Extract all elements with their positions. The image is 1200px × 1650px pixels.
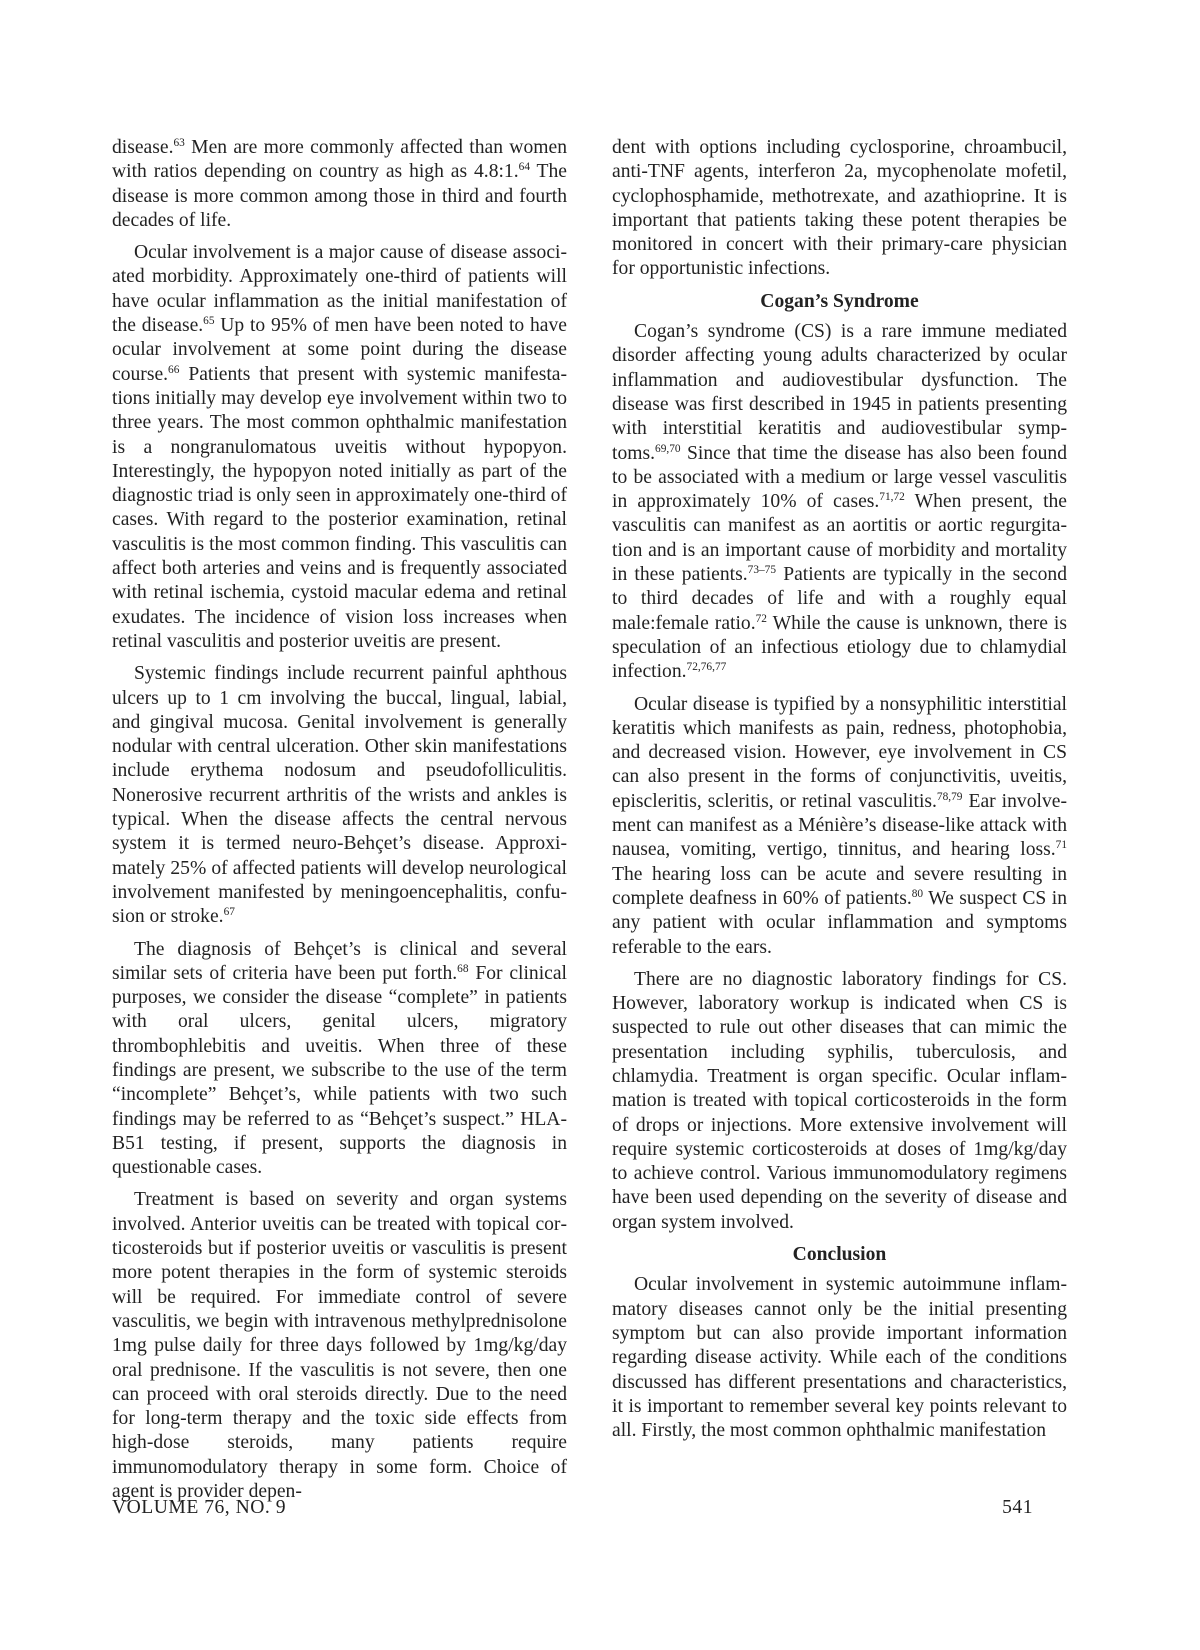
paragraph-cogans-laboratory: There are no diagnostic laboratory findings for CS. However, laboratory workup is indicated when CS is suspected to rule out other diseases that can mimic the presentation including syphilis, tuberculosis, and chlamydia. Treatment is organ specific. Ocular inflammation is treated with topical corticosteroids in the form of drops or injections. More extensive involvement will require systemic corticosteroids at doses of 1mg/kg/day to achieve control. Various immunomodulatory regimens have been used depending on the severity of disease and organ system involved. [612,968,1067,1233]
paragraph-cogans-overview: Cogan’s syndrome (CS) is a rare immune mediated disorder affecting young adults characterized by ocular inflammation and audiovestibular dysfunction. The disease was first described in 1945 in patients presenting with interstitial keratitis and audiovestibular symptoms.$^{69,70}$ Since that time the disease has also been found to be associated with a medium or large vessel vasculitis in approximately 10% of cases.$^{71,72}$ When present, the vasculitis can manifest as an aortitis or aortic regurgitation and is an important cause of morbidity and mortality in these patients.$^{73-75}$ Patients are typically in the second to third decades of life and with a roughly equal male:female ratio.$^{72}$ While the cause is unknown, there is speculation of an infectious etiology due to chlamydial infection.$^{72,76,77}$ [612,321,1068,683]
citation-ref: 64 [518,161,530,174]
section-heading-cogans-syndrome: Cogan’s Syndrome [760,290,919,312]
citation-ref: 72 [755,612,767,625]
paragraph-diagnosis: The diagnosis of Behçet’s is clinical and several similar sets of criteria have been put forth.$^{68}$ For clinical purposes, we consider the disease “complete” in patients with oral ulcers, genital ulcers, migratory thrombophlebitis and uveitis. When three of these findings are present, we subscribe to the use of the term “incomplete” Behçet’s, while patients with two such findings may be referred to as “Behçet’s suspect.” HLA-B51 testing, if present, supports the diagnosis in questionable cases. [112,938,568,1179]
paragraph-disease-epidemiology: disease.$^{63}$ Men are more commonly affected than women with ratios depending on country as high as 4.8:1.64 The disease is more common among those in third and fourth decades of life. [112,136,567,231]
citation-ref: 67 [223,906,235,919]
paragraph-ocular-involvement: Ocular involvement is a major cause of disease associated morbidity. Approximately one-third of patients will have ocular inflammation as the initial manifestation of the disease.$^{65}$ Up to 95% of men have been noted to have ocular involvement at some point during the disease course.$^{66}$ Patients that present with systemic manifestations initially may develop eye involvement within two to three years. The most common ophthalmic manifestation is a nongranulomatous uveitis without hypopyon. Interestingly, the hypopyon noted initially as part of the diagnostic triad is only seen in approximately one-third of cases. With regard to the posterior examination, retinal vasculitis is the most common finding. This vasculitis can affect both arteries and veins and is frequently associated with retinal ischemia, cystoid macular edema and retinal exudates. The incidence of vision loss increases when retinal vasculitis and posterior uveitis are present. [112,242,567,652]
citation-ref: 71,72 [879,491,905,504]
citation-ref: 68 [457,962,469,975]
paragraph-conclusion: Ocular involvement in systemic autoimmune inflammatory diseases cannot only be the initial presenting symptom but can also provide important information regarding disease activity. While each of the conditions discussed has different presentations and characteristics, it is important to remember several key points relevant to all. Firstly, the most common ophthalmic manifestation [612,1274,1067,1442]
paragraph-treatment-continued: dent with options including cyclosporine, chroambucil, anti-TNF agents, interferon 2a, mycophenolate mofetil, cyclophosphamide, methotrexate, and azathioprine. It is important that patients taking these potent therapies be monitored in concert with their primary-care physician for opportunistic infections. [612,137,1067,280]
paragraph-treatment: Treatment is based on severity and organ systems involved. Anterior uveitis can be treated with topical corticosteroids but if posterior uveitis or vasculitis is present more potent therapies in the form of systemic steroids will be required. For immediate control of severe vasculitis, we begin with intravenous methylprednisolone 1mg pulse daily for three days followed by 1mg/kg/day oral prednisone. If the vasculitis is not severe, then one can proceed with oral steroids directly. Due to the need for long-term therapy and the toxic side effects from high-dose steroids, many patients require immunomodulatory therapy in some form. Choice of agent is provider depen- [112,1189,567,1503]
citation-ref: 69,70 [655,442,681,455]
right-column [612,136,1067,1451]
footer-journal-volume: VOLUME 76, NO. 9 [112,1497,286,1518]
citation-ref: 78,79 [936,790,963,803]
citation-ref: 71 [1055,839,1067,852]
paragraph-systemic-findings: Systemic findings include recurrent painful aphthous ulcers up to 1 cm involving the buccal, lingual, labial, and gingival mucosa. Genital involvement is generally nodular with central ulceration. Other skin manifestations include erythema nodosum and pseudofolliculitis. Nonerosive recurrent arthritis of the wrists and ankles is typical. When the disease affects the central nervous system it is termed neuro-Behçet’s disease. Approximately 25% of affected patients will develop neurological involvement manifested by meningoencephalitis, confusion or stroke.$^{67}$ [112,663,567,928]
citation-ref: 73–75 [747,564,777,576]
citation-ref: 72,76,77 [686,661,727,674]
citation-ref: 65 [203,315,215,328]
paragraph-cogans-ocular-disease: Ocular disease is typified by a nonsyphilitic interstitial keratitis which manifests as pain, redness, photophobia, and decreased vision. However, eye involvement in CS can also present in the forms of conjunctivitis, uveitis, episcleritis, scleritis, or retinal vasculitis.$^{78,79}$ Ear involvement can manifest as a Ménière’s disease-like attack with nausea, vomiting, vertigo, tinnitus, and hearing loss.$^{71}$ The hearing loss can be acute and severe resulting in complete deafness in 60% of patients.$^{80}$ We suspect CS in any patient with ocular inflammation and symptoms referable to the ears. [612,693,1067,958]
citation-ref: 63 [173,136,185,149]
citation-ref: 80 [911,887,924,900]
citation-ref: 66 [168,363,180,376]
left-column [112,136,567,1512]
section-heading-conclusion: Conclusion [792,1244,887,1266]
footer-page-number: 541 [1002,1497,1033,1518]
